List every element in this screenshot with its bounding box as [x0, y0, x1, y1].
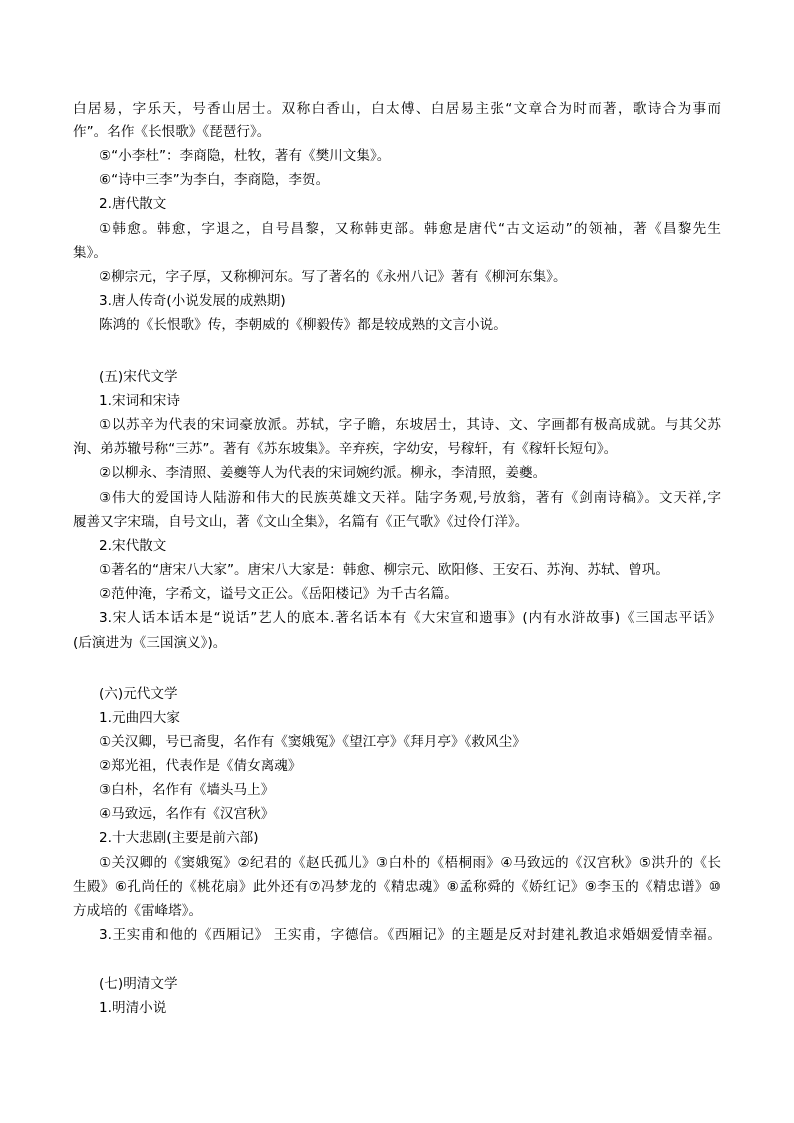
section-heading: 2.唐代散文	[99, 196, 167, 212]
list-item: ②柳宗元，字子厚，又称柳河东。写了著名的《永州八记》著有《柳河东集》。	[99, 269, 567, 285]
paragraph-line: 生殿》⑥孔尚任的《桃花扇》此外还有⑦冯梦龙的《精忠魂》⑧孟称舜的《娇红记》⑨李玉的《精忠谱》⑩	[73, 879, 721, 895]
list-item: ⑥“诗中三李”为李白，李商隐，李贺。	[99, 172, 330, 188]
list-item: ③白朴，名作有《墙头马上》	[99, 782, 275, 798]
section-heading: 1.明清小说	[99, 1000, 167, 1016]
list-item: ①韩愈。韩愈，字退之，自号昌黎，又称韩吏部。韩愈是唐代“古文运动”的领袖，著《昌黎先生	[99, 221, 721, 237]
paragraph-line: 陈鸿的《长恨歌》传，李朝威的《柳毅传》都是较成熟的文言小说。	[99, 317, 507, 333]
chapter-heading: (五)宋代文学	[99, 369, 178, 385]
chapter-heading: (六)元代文学	[99, 686, 178, 702]
section-heading: 3.宋人话本话本是“说话”艺人的底本.著名话本有《大宋宣和遗事》(内有水浒故事)《三国志平话》	[99, 610, 721, 626]
list-item: ①关汉卿，号已斋叟，名作有《窦娥冤》《望江亭》《拜月亭》《救风尘》	[99, 734, 526, 750]
paragraph-line: 集》。	[73, 245, 107, 261]
list-item: ①关汉卿的《窦娥冤》②纪君的《赵氏孤儿》③白朴的《梧桐雨》④马致远的《汉宫秋》⑤洪升的《长	[99, 855, 721, 871]
paragraph-line: 作”。名作《长恨歌》《琵琶行》。	[73, 124, 271, 140]
list-item: ②范仲淹，字希文，谥号文正公。《岳阳楼记》为千古名篇。	[99, 586, 458, 602]
section-heading: 3.王实甫和他的《西厢记》 王实甫，字德信。《西厢记》的主题是反对封建礼教追求婚姻爱情幸福。	[99, 927, 721, 943]
chapter-heading: (七)明清文学	[99, 976, 178, 992]
list-item: ④马致远，名作有《汉宫秋》	[99, 806, 275, 822]
paragraph-line: (后演进为《三国演义》)。	[73, 635, 227, 651]
section-heading: 3.唐人传奇(小说发展的成熟期)	[99, 293, 286, 309]
paragraph-line: 洵、弟苏辙号称“三苏”。著有《苏东坡集》。辛弃疾，字幼安，号稼轩，有《稼轩长短句》。	[73, 441, 618, 457]
paragraph-line: 白居易，字乐天，号香山居士。双称白香山，白太傅、白居易主张“文章合为时而著，歌诗合为事而	[73, 101, 721, 117]
section-heading: 2.十大悲剧(主要是前六部)	[99, 830, 259, 846]
list-item: ③伟大的爱国诗人陆游和伟大的民族英雄文天祥。陆字务观,号放翁，著有《剑南诗稿》。文天祥,字	[99, 490, 721, 506]
section-heading: 1.宋词和宋诗	[99, 393, 180, 409]
list-item: ①以苏辛为代表的宋词豪放派。苏轼，字子瞻，东坡居士，其诗、文、字画都有极高成就。与其父苏	[99, 417, 721, 433]
section-heading: 2.宋代散文	[99, 538, 167, 554]
section-heading: 1.元曲四大家	[99, 710, 180, 726]
paragraph-line: 履善又字宋瑞，自号文山，著《文山全集》，名篇有《正气歌》《过伶仃洋》。	[73, 514, 529, 530]
list-item: ②郑光祖，代表作是《倩女离魂》	[99, 758, 302, 774]
list-item: ⑤“小李杜”：李商隐，杜牧，著有《樊川文集》。	[99, 148, 391, 164]
paragraph-line: 方成培的《雷峰塔》。	[73, 903, 203, 919]
list-item: ①著名的“唐宋八大家”。唐宋八大家是：韩愈、柳宗元、欧阳修、王安石、苏洵、苏轼、曾巩。	[99, 562, 670, 578]
list-item: ②以柳永、李清照、姜夔等人为代表的宋词婉约派。柳永，李清照，姜夔。	[99, 465, 547, 481]
